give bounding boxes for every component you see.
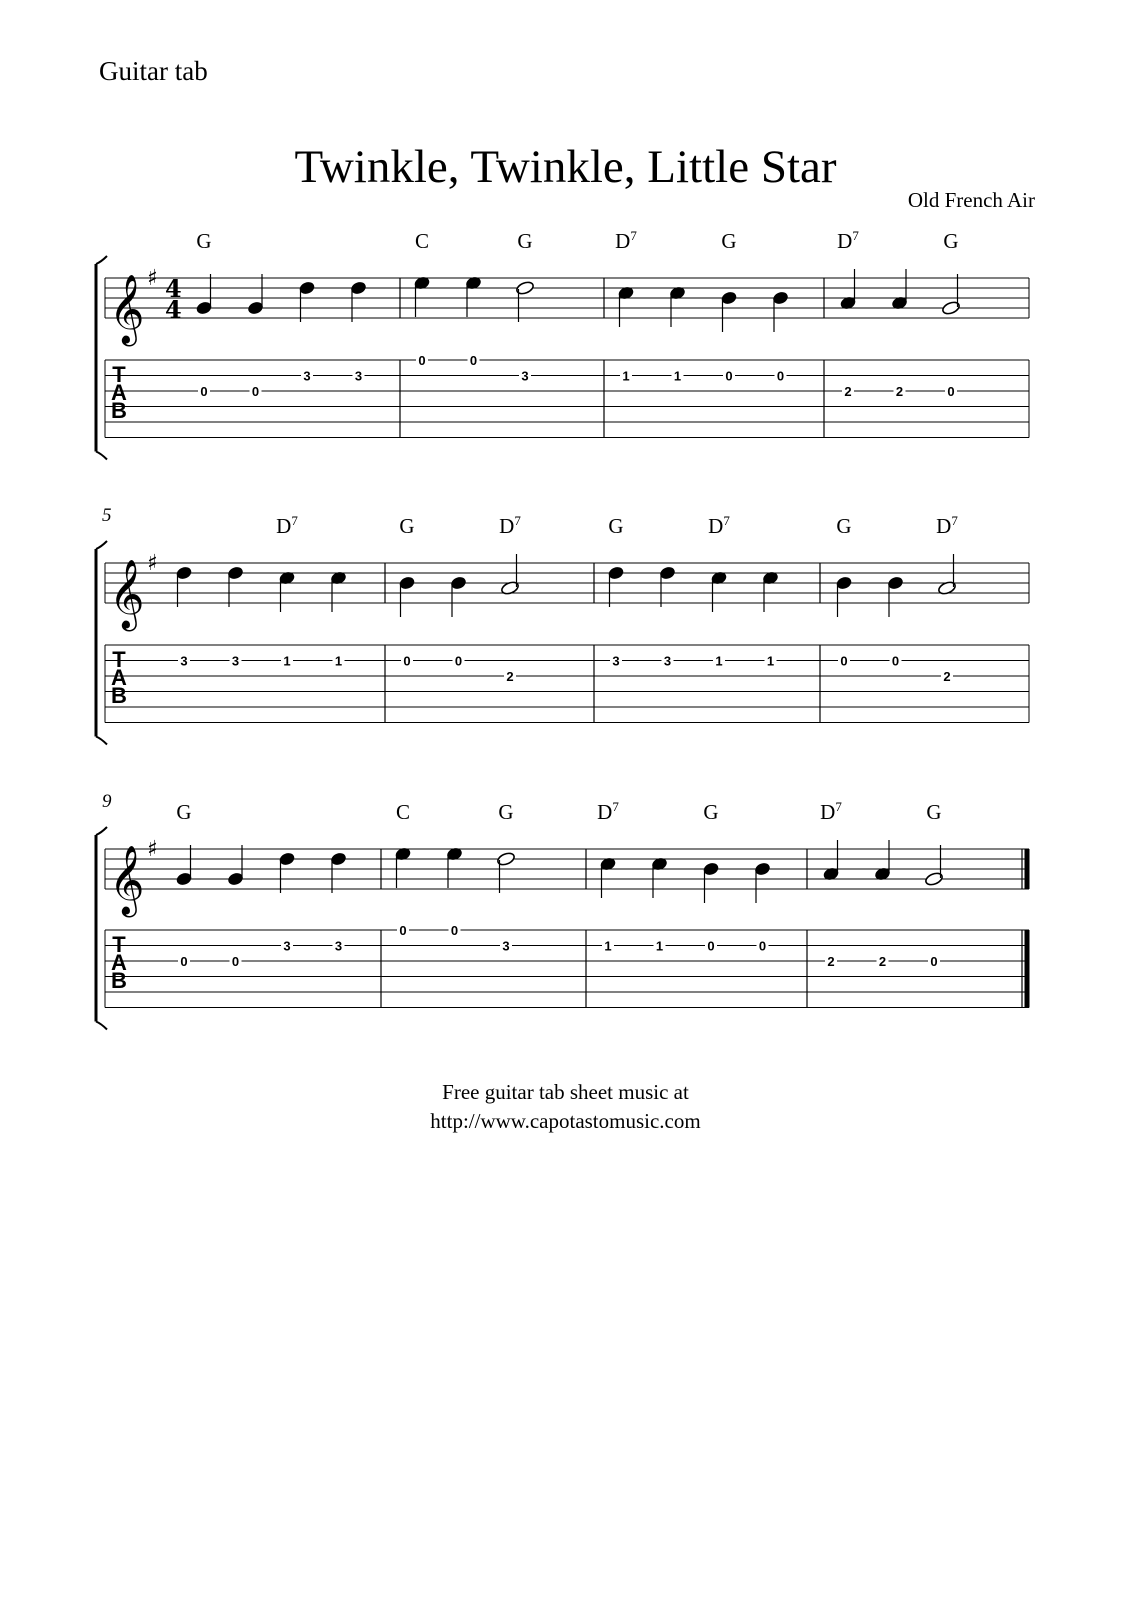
fret-number: 3 xyxy=(663,653,672,669)
quarter-note xyxy=(450,576,467,591)
quarter-note xyxy=(227,566,244,581)
fret-number: 2 xyxy=(943,669,951,684)
tab-clef-letter: T xyxy=(112,932,126,957)
chord-symbol: $D^7$ xyxy=(936,513,958,538)
fret-number: 1 xyxy=(283,653,291,669)
fret-number: 0 xyxy=(399,923,407,938)
fret-number: 0 xyxy=(450,923,459,938)
fret-number: 0 xyxy=(725,368,733,384)
fret-number: 3 xyxy=(521,368,529,384)
fret-number: 0 xyxy=(840,653,848,669)
key-sharp-icon: ♯ xyxy=(147,266,158,291)
chord-symbol: $D^7$ xyxy=(820,799,842,824)
system-3 xyxy=(96,791,1029,1030)
time-signature-bottom: 4 xyxy=(165,295,182,324)
chord-symbol: G xyxy=(721,229,737,253)
fret-number: 3 xyxy=(231,653,240,669)
quarter-note xyxy=(836,576,853,591)
fret-number: 2 xyxy=(844,384,852,399)
measure-number: 5 xyxy=(102,505,112,526)
chord-symbol: C xyxy=(414,229,430,253)
quarter-note xyxy=(772,291,789,306)
fret-number: 3 xyxy=(334,938,343,954)
chord-symbol: $D^7$ xyxy=(708,513,730,538)
fret-number: 2 xyxy=(895,384,904,399)
system-1 xyxy=(96,228,1029,460)
quarter-note xyxy=(350,281,367,296)
chord-symbol: $D^7$ xyxy=(276,513,298,538)
bracket-bottom-hook xyxy=(96,737,107,745)
chord-symbol: G xyxy=(608,514,624,538)
bracket-top-hook xyxy=(96,541,107,549)
composer: Old French Air xyxy=(907,188,1035,212)
fret-number: 0 xyxy=(200,384,208,399)
tab-clef-letter: A xyxy=(111,950,127,975)
fret-number: 0 xyxy=(758,938,767,954)
bracket-bottom-hook xyxy=(96,452,107,460)
fret-number: 1 xyxy=(715,653,723,669)
fret-number: 2 xyxy=(506,669,514,684)
fret-number: 0 xyxy=(231,954,240,969)
bracket-bottom-hook xyxy=(96,1022,107,1030)
quarter-note xyxy=(247,301,264,316)
chord-symbol: $D^7$ xyxy=(597,799,619,824)
fret-number: 3 xyxy=(502,938,510,954)
fret-number: 0 xyxy=(454,653,463,669)
fret-number: 0 xyxy=(891,653,900,669)
fret-number: 2 xyxy=(827,954,835,969)
fret-number: 0 xyxy=(180,954,188,969)
chord-symbol: $D^7$ xyxy=(499,513,521,538)
quarter-note xyxy=(330,852,347,867)
treble-clef-icon: 𝄞 xyxy=(109,559,145,629)
tab-clef-letter: A xyxy=(111,665,127,690)
header-label: Guitar tab xyxy=(99,56,208,86)
chord-symbol: G xyxy=(517,229,533,253)
quarter-note xyxy=(659,566,676,581)
fret-number: 0 xyxy=(930,954,938,969)
quarter-note xyxy=(227,872,244,887)
chord-symbol: $D^7$ xyxy=(837,228,859,253)
fret-number: 3 xyxy=(283,938,291,954)
chord-symbol: G xyxy=(836,514,852,538)
key-sharp-icon: ♯ xyxy=(147,837,158,862)
fret-number: 0 xyxy=(469,353,478,368)
tab-clef-letter: B xyxy=(111,968,127,993)
chord-symbol: G xyxy=(926,800,942,824)
song-title: Twinkle, Twinkle, Little Star xyxy=(294,141,837,193)
tab-clef-letter: A xyxy=(111,380,127,405)
treble-clef-icon: 𝄞 xyxy=(109,845,145,915)
bracket-top-hook xyxy=(96,827,107,835)
quarter-note xyxy=(176,872,193,887)
chord-symbol: G xyxy=(703,800,719,824)
footer-url: http://www.capotastomusic.com xyxy=(430,1109,701,1133)
chord-symbol: G xyxy=(498,800,514,824)
chord-symbol: G xyxy=(196,229,212,253)
fret-number: 3 xyxy=(354,368,363,384)
fret-number: 0 xyxy=(403,653,411,669)
footer-line-1: Free guitar tab sheet music at xyxy=(442,1080,689,1104)
fret-number: 0 xyxy=(418,353,426,368)
fret-number: 1 xyxy=(622,368,630,384)
tab-clef-letter: B xyxy=(111,683,127,708)
time-signature-top: 4 xyxy=(165,274,182,303)
quarter-note xyxy=(196,301,213,316)
fret-number: 3 xyxy=(180,653,188,669)
fret-number: 1 xyxy=(673,368,682,384)
fret-number: 1 xyxy=(655,938,664,954)
fret-number: 0 xyxy=(251,384,260,399)
chord-symbol: $D^7$ xyxy=(615,228,637,253)
treble-clef-icon: 𝄞 xyxy=(109,274,145,344)
fret-number: 0 xyxy=(947,384,955,399)
tab-clef-letter: B xyxy=(111,398,127,423)
tab-clef-letter: T xyxy=(112,647,126,672)
fret-number: 1 xyxy=(766,653,775,669)
quarter-note xyxy=(176,566,193,581)
fret-number: 0 xyxy=(776,368,785,384)
quarter-note xyxy=(703,862,720,877)
chord-symbol: G xyxy=(176,800,192,824)
quarter-note xyxy=(721,291,738,306)
chord-symbol: G xyxy=(943,229,959,253)
tab-clef-letter: T xyxy=(112,362,126,387)
key-sharp-icon: ♯ xyxy=(147,551,158,576)
quarter-note xyxy=(887,576,904,591)
system-2 xyxy=(96,505,1029,745)
footer xyxy=(0,1078,1131,1136)
quarter-note xyxy=(608,566,625,581)
fret-number: 1 xyxy=(604,938,612,954)
quarter-note xyxy=(299,281,316,296)
fret-number: 3 xyxy=(612,653,620,669)
chord-symbol: G xyxy=(399,514,415,538)
quarter-note xyxy=(279,852,296,867)
fret-number: 0 xyxy=(707,938,715,954)
fret-number: 3 xyxy=(303,368,311,384)
bracket-top-hook xyxy=(96,256,107,264)
measure-number: 9 xyxy=(102,791,112,812)
fret-number: 1 xyxy=(334,653,343,669)
fret-number: 2 xyxy=(878,954,887,969)
quarter-note xyxy=(754,862,771,877)
chord-symbol: C xyxy=(395,800,411,824)
quarter-note xyxy=(399,576,416,591)
